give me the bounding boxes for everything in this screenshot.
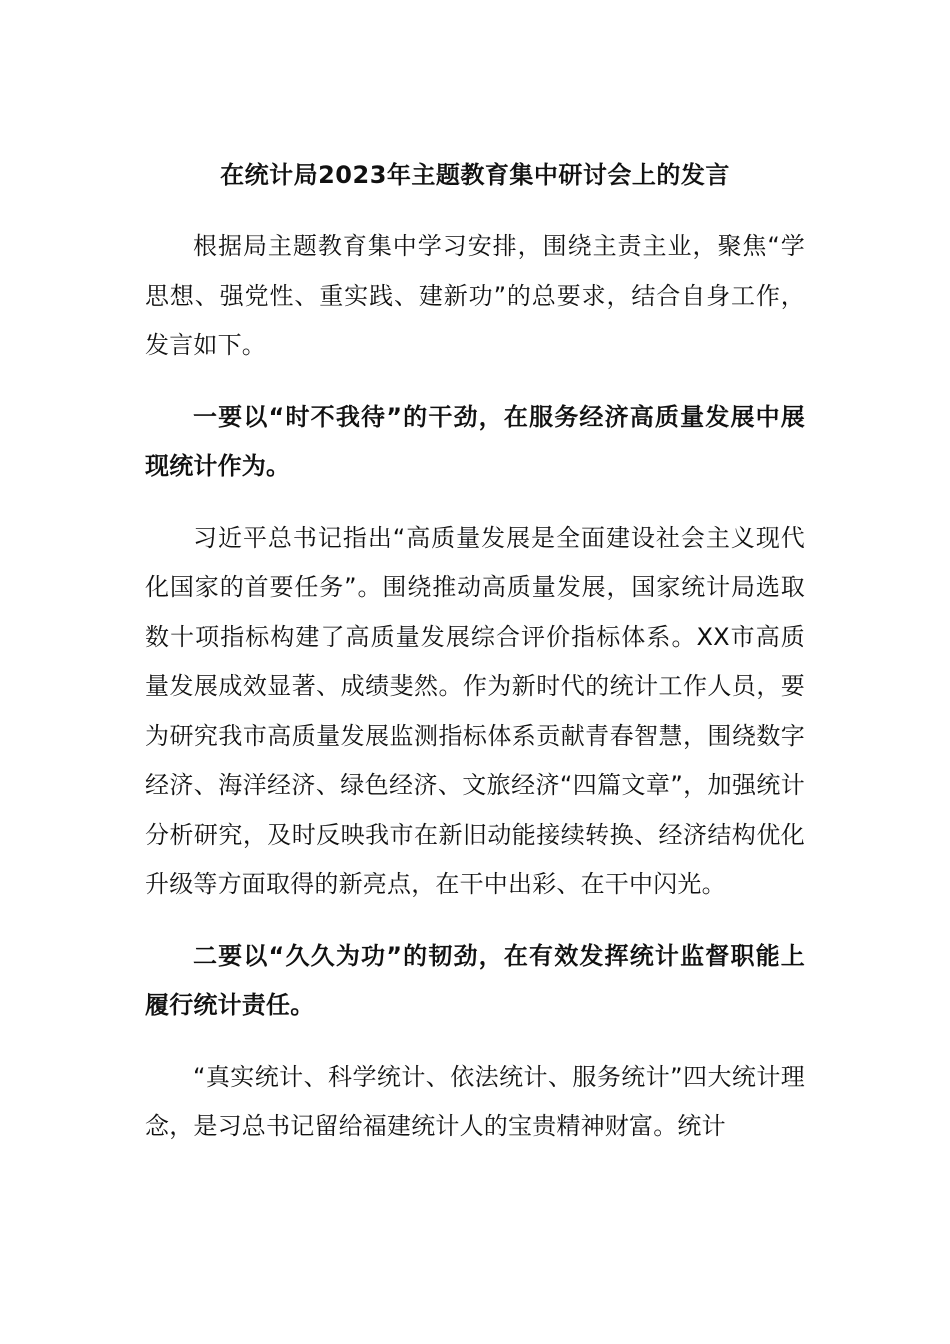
section-1-paragraph: 习近平总书记指出“高质量发展是全面建设社会主义现代化国家的首要任务”。围绕推动高质量发展，国家统计局选取数十项指标构建了高质量发展综合评价指标体系。XX市高质量发展成效显著、成绩斐然。作为新时代的统计工作人员，要为研究我市高质量发展监测指标体系贡献青春智慧，围绕数字经济、海洋经济、绿色经济、文旅经济“四篇文章”，加强统计分析研究，及时反映我市在新旧动能接续转换、经济结构优化升级等方面取得的新亮点，在干中出彩、在干中闪光。 bbox=[145, 523, 805, 898]
section-heading-2: 二要以“久久为功”的韧劲，在有效发挥统计监督职能上履行统计责任。 bbox=[145, 941, 805, 1019]
document-body bbox=[145, 222, 805, 1152]
section-2-paragraph: “真实统计、科学统计、依法统计、服务统计”四大统计理念，是习总书记留给福建统计人的宝贵精神财富。统计 bbox=[145, 1062, 805, 1140]
document-title: 在统计局2023年主题教育集中研讨会上的发言 bbox=[220, 161, 730, 189]
section-heading-1: 一要以“时不我待”的干劲，在服务经济高质量发展中展现统计作为。 bbox=[145, 402, 805, 480]
intro-paragraph: 根据局主题教育集中学习安排，围绕主责主业，聚焦“学思想、强党性、重实践、建新功”的总要求，结合自身工作，发言如下。 bbox=[145, 232, 805, 359]
